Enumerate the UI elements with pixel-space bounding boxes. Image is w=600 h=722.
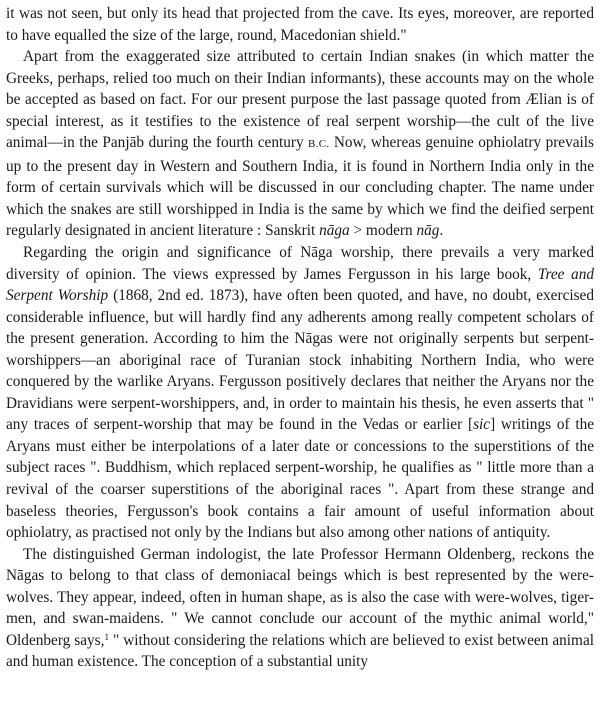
italic-text: Tree and Serpent Worship (6, 265, 594, 305)
document-page (6, 3, 594, 673)
text-run: (1868, 2nd ed. 1873), have often been quoted, and have, no doubt, exercised considerable influence, but will hardly find any adherents among really competent scholars of the present generation. According to him the Nāgas were not originally serpents but serpent-worshippers—an aboriginal race of Turanian stock inhabiting Northern India, who were conquered by the warlike Aryans. Fergusson positively declares that neither the Aryans nor the Dravidians were serpent-worshippers, and, in order to maintain his thesis, he even asserts that " any traces of serpent-worship that may be found in the Vedas or earlier [ (6, 287, 594, 434)
text-run: ] writings of the Aryans must either be interpolations of a later date or concessions to the superstitions of the subject races ". Buddhism, which replaced serpent-worship, he qualifies as " little more than a revival of the coarser superstitions of the aboriginal races ". Apart from these strange and baseless theories, Fergusson's book contains a fair amount of useful information about ophiolatry, as practised not only by the Indians but also among other nations of antiquity. (6, 416, 595, 542)
text-run: Apart from the exaggerated size attributed to certain Indian snakes (in which matter the Greeks, perhaps, relied too much on their Indian informants), these accounts may on the whole be accepted as based on fact. For our present purpose the last passage quoted from Ælian is of special interest, as it testifies to the existence of real serpent worship—the cult of the live animal—in the Panjāb during the fourth century (6, 48, 594, 152)
footnote-marker: 1 (104, 631, 109, 642)
small-caps-text: B.C. (308, 138, 330, 151)
text-run: Regarding the origin and significance of Nāga worship, there prevails a very marked diversity of opinion. The views expressed by James Fergusson in his large book, (6, 244, 594, 283)
italic-text: nāga (319, 222, 350, 240)
italic-text: nāg (416, 222, 440, 240)
text-run: The distinguished German indologist, the late Professor Hermann Oldenberg, reckons the Nāgas to belong to that class of demoniacal beings which is best represented by the were-wolves. They appear, indeed, often in human shape, as is also the case with were-wolves, tiger-men, and swan-maidens. " We cannot conclude our account of the mythic animal world," Oldenberg says, (6, 545, 594, 649)
italic-text: sic (473, 416, 491, 434)
paragraph (6, 46, 594, 242)
text-run: > modern (349, 222, 417, 240)
paragraph (6, 3, 594, 46)
text-run: Now, whereas genuine ophiolatry prevails up to the present day in Western and Southern India, it is found in Northern India only in the form of certain survivals which will be discussed in our concluding chapter. The name under which the snakes are still worshipped in India is the same by which we find the deified serpent regularly designated in ancient literature : Sanskrit (6, 134, 594, 240)
text-run: " without considering the relations which are believed to exist between animal and human existence. The conception of a substantial unity (6, 631, 594, 671)
text-run: it was not seen, but only its head that projected from the cave. Its eyes, moreover, are reported to have equalled the size of the large, round, Macedonian shield." (6, 5, 594, 44)
paragraph (6, 242, 594, 544)
text-run: . (439, 222, 444, 240)
paragraph (6, 544, 594, 673)
